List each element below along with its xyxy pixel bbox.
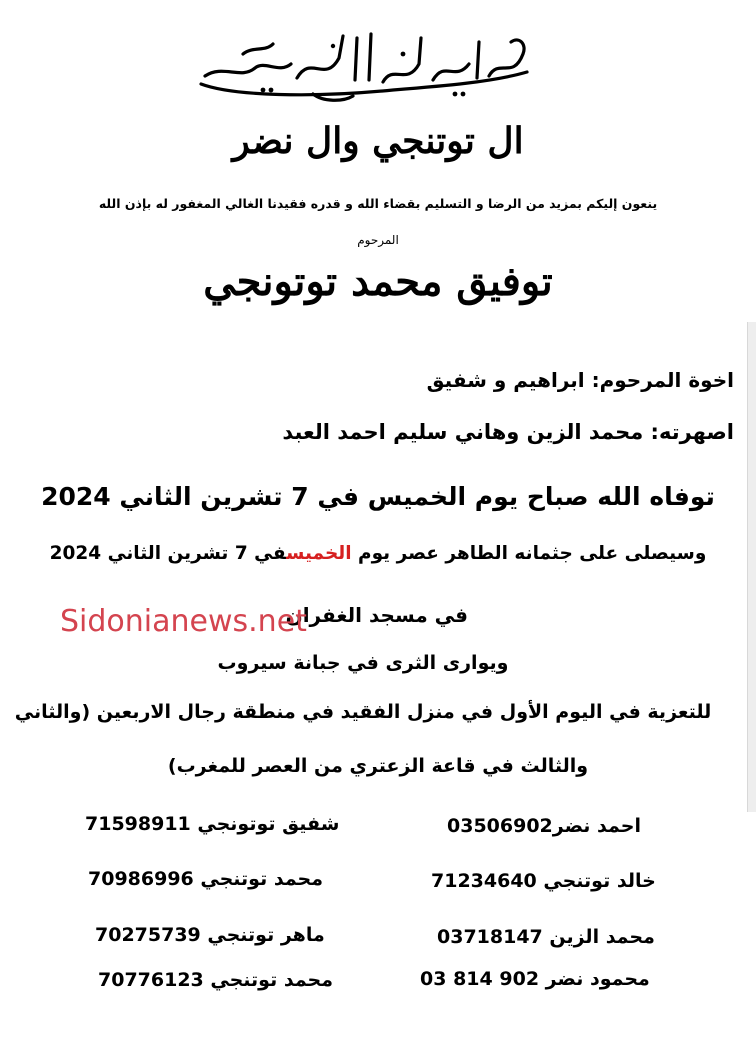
calligraphy-artwork [193,24,535,106]
mosque-line: في مسجد الغفران [285,603,468,627]
contact-entry: ماهر توتنجي 70275739 [95,924,325,946]
in-laws-line: اصهرته: محمد الزين وهاني سليم احمد العبد [282,420,734,444]
deceased-name: توفيق محمد توتونجي [203,258,553,305]
prayer-day-highlight: الخميس [286,543,352,564]
prayer-text-part1: وسيصلى على جثمانه الطاهر عصر يوم [351,543,707,564]
contact-entry: محمود نضر 902 814 03 [420,968,650,990]
contact-entry: محمد الزين 03718147 [437,926,655,948]
site-watermark: Sidonianews.net [60,604,307,639]
calligraphy-logo [193,24,535,106]
contact-entry: احمد نضر03506902 [447,815,641,837]
prayer-line [10,543,746,564]
contact-entry: محمد توتنجي 70986996 [88,868,324,890]
brothers-line: اخوة المرحوم: ابراهيم و شفيق [426,368,734,392]
burial-line: ويوارى الثرى في جبانة سيروب [217,652,509,674]
condolence-line-1: للتعزية في اليوم الأول في منزل الفقيد في منطقة رجال الاربعين (والثاني [14,701,712,723]
announcement-text: ينعون إليكم بمزيد من الرضا و التسليم بقضاء الله و قدره فقيدنا الغالي المغفور له بإذن الله [98,196,658,211]
prayer-text-part2: في 7 تشرين الثاني 2024 [49,543,287,564]
contact-entry: شفيق توتونجي 71598911 [85,813,340,835]
deceased-label: المرحوم [357,233,399,247]
contact-entry: محمد توتنجي 70776123 [98,969,334,991]
contact-entry: خالد توتنجي 71234640 [431,870,656,892]
death-notice: توفاه الله صباح يوم الخميس في 7 تشرين الثاني 2024 [41,482,715,511]
family-names: ال توتنجي وال نضر [232,120,524,162]
page-edge-strip [747,322,756,812]
condolence-line-2: والثالث في قاعة الزعتري من العصر للمغرب) [167,755,589,777]
